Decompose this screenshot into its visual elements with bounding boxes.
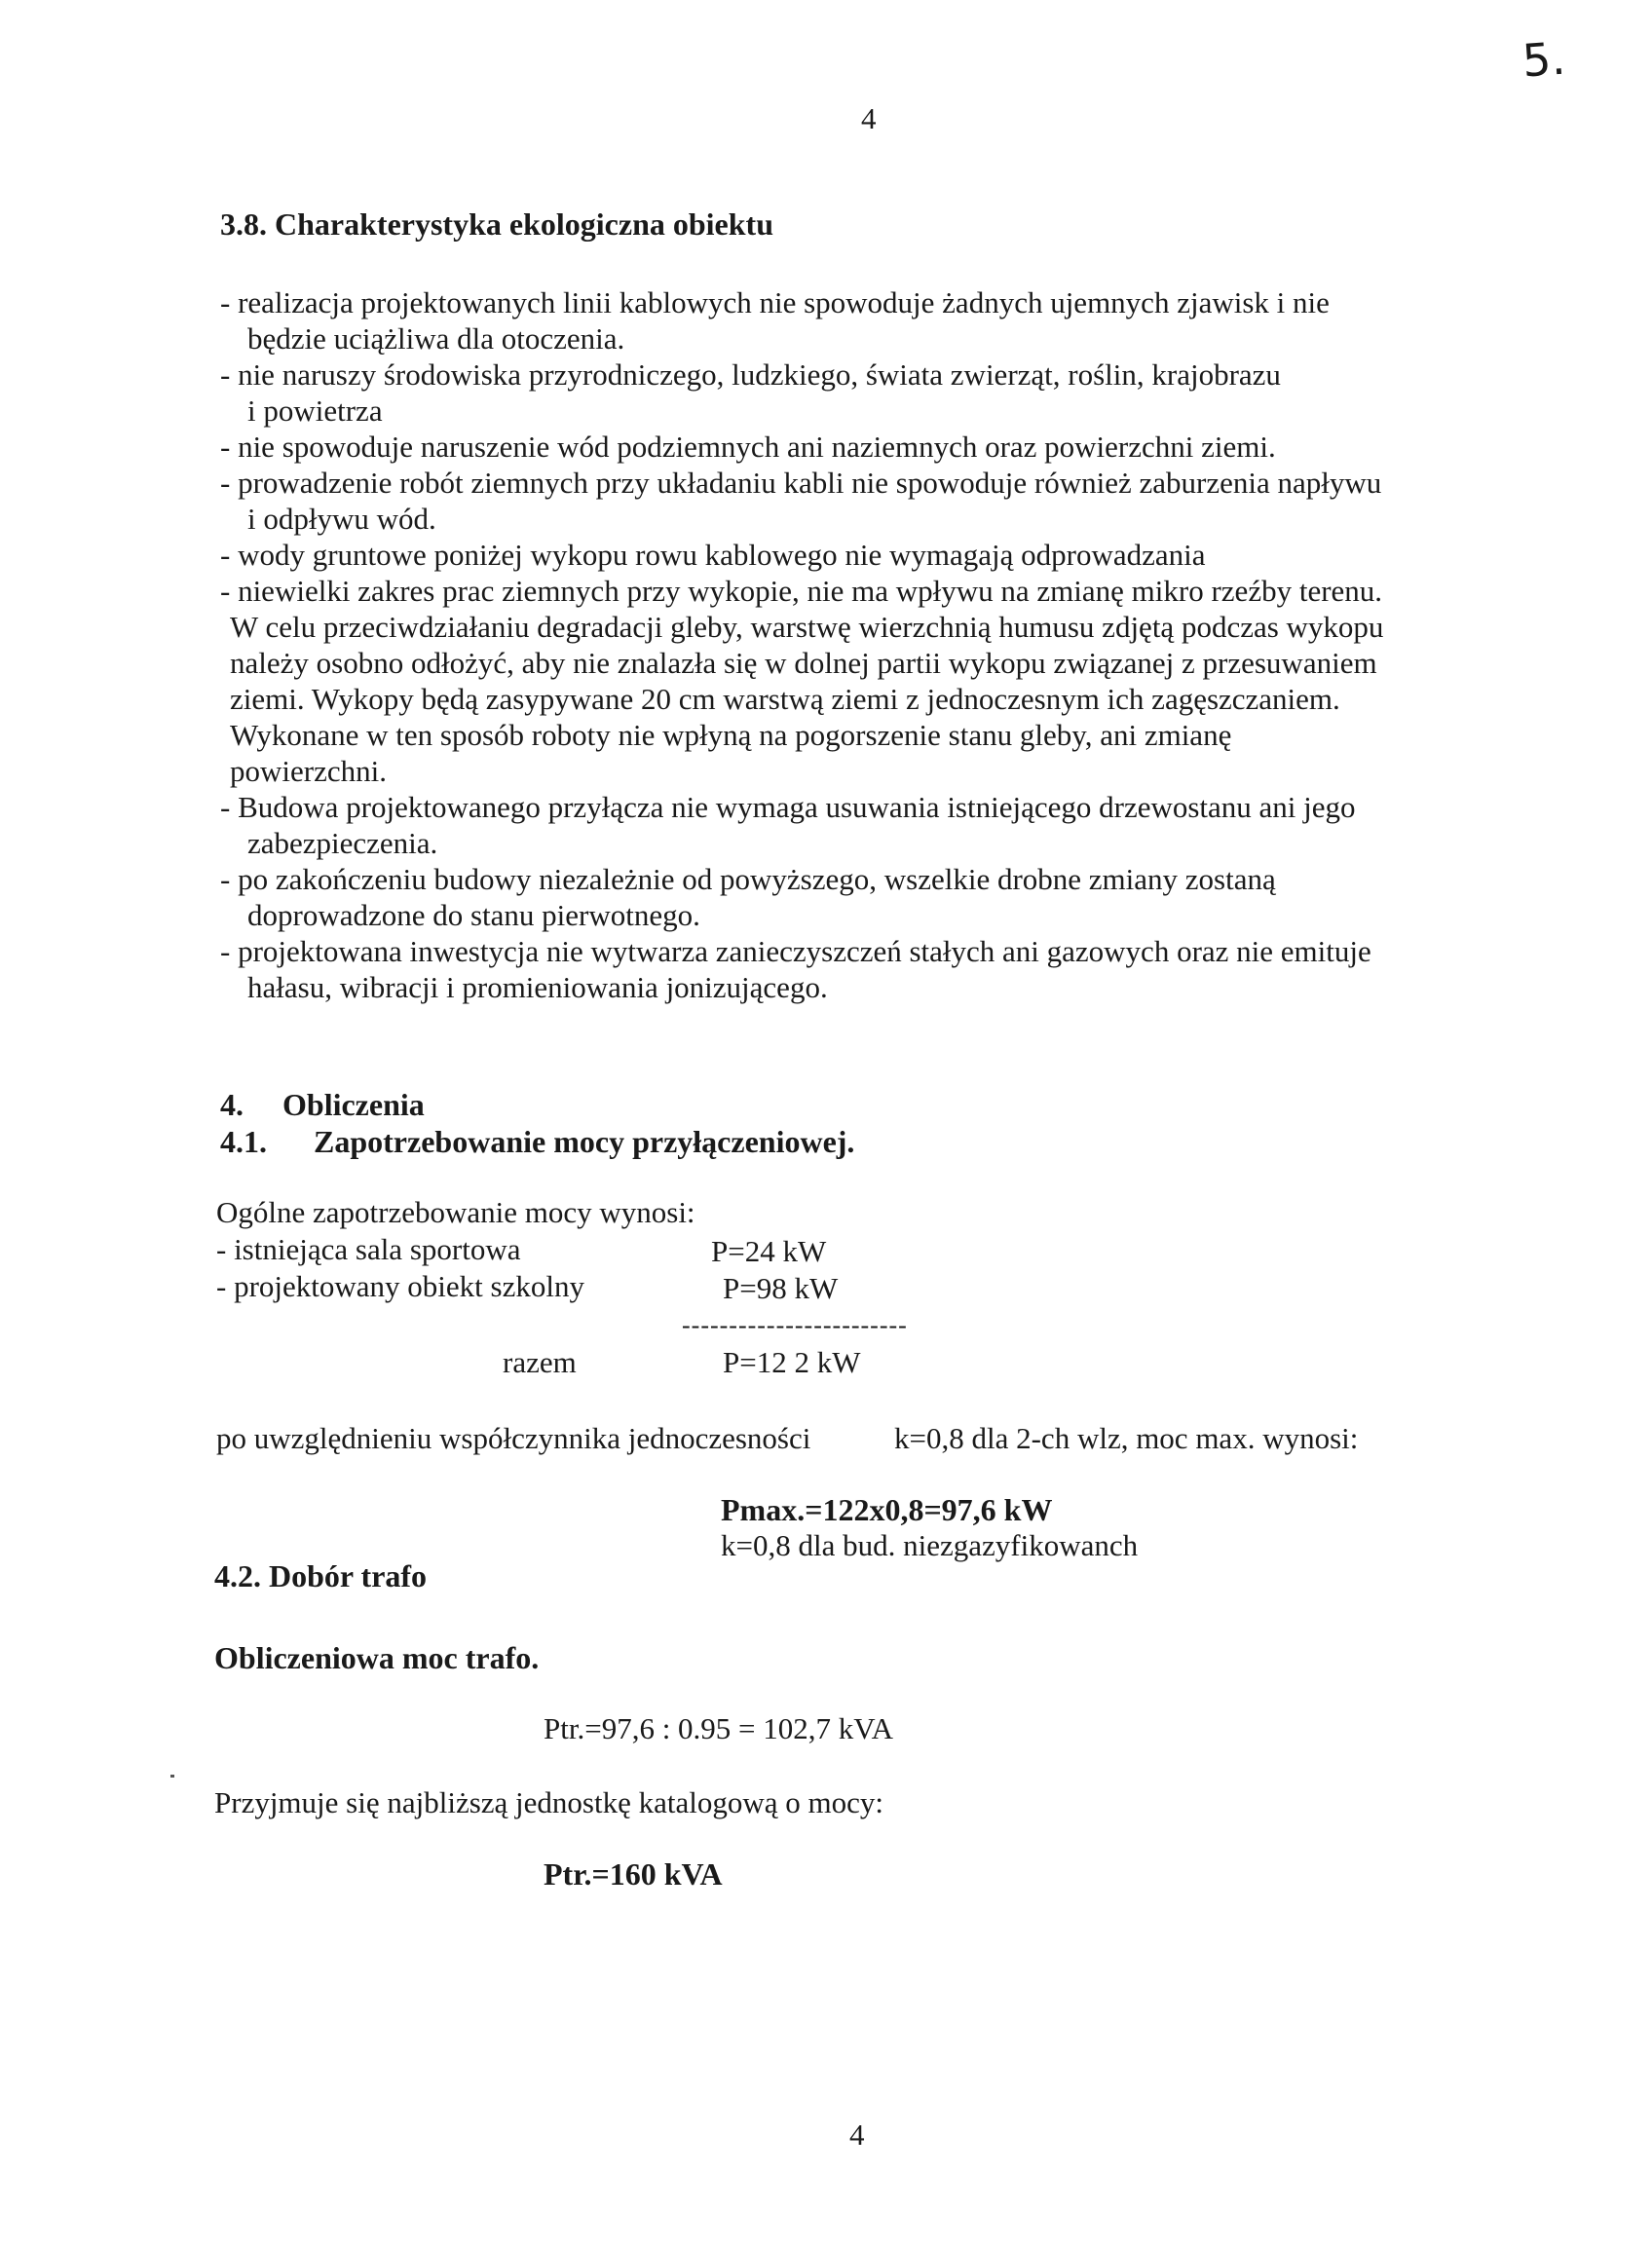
- bullet-item: [220, 284, 1496, 356]
- bullet-line: będzie uciążliwa dla otoczenia.: [247, 321, 625, 356]
- bullet-line: i odpływu wód.: [247, 502, 436, 536]
- demand-row-value: P=24 kW: [711, 1234, 827, 1268]
- section-4-2-subheading: Obliczeniowa moc trafo.: [214, 1640, 540, 1675]
- bullet-item: [220, 861, 1496, 933]
- bullet-item: [220, 429, 1496, 465]
- bullet-line: - prowadzenie robót ziemnych przy układaniu kabli nie spowoduje również zaburzenia napływu: [220, 466, 1382, 500]
- demand-row-label: - projektowany obiekt szkolny: [216, 1269, 584, 1303]
- bullet-line: W celu przeciwdziałaniu degradacji gleby, warstwę wierzchnią humusu zdjętą podczas wykopu: [230, 610, 1384, 644]
- section-4-number: 4.: [220, 1087, 244, 1122]
- bullet-line: Wykonane w ten sposób roboty nie wpłyną na pogorszenie stanu gleby, ani zmianę: [230, 718, 1232, 752]
- total-value: P=12 2 kW: [723, 1345, 861, 1379]
- footer-page-number: 4: [849, 2117, 865, 2152]
- catalog-unit-text: Przyjmuje się najbliższą jednostkę katalogową o mocy:: [214, 1785, 883, 1819]
- bullet-line: - nie spowoduje naruszenie wód podziemnych ani naziemnych oraz powierzchni ziemi.: [220, 430, 1276, 464]
- section-4-1-title: Zapotrzebowanie mocy przyłączeniowej.: [314, 1124, 855, 1159]
- section-4-1-number: 4.1.: [220, 1124, 267, 1159]
- bullet-line: ziemi. Wykopy będą zasypywane 20 cm warstwą ziemi z jednoczesnym ich zagęszczaniem.: [230, 682, 1340, 716]
- bullet-line: powierzchni.: [230, 754, 387, 788]
- bullet-line: - wody gruntowe poniżej wykopu rowu kablowego nie wymagają odprowadzania: [220, 538, 1206, 572]
- bullet-item: [220, 933, 1496, 1005]
- power-demand-intro: Ogólne zapotrzebowanie mocy wynosi:: [216, 1195, 695, 1229]
- bullet-item: [220, 573, 1496, 789]
- bullet-item: [220, 537, 1496, 573]
- scan-speck: [170, 1775, 174, 1778]
- section-3-8-heading: 3.8. Charakterystyka ekologiczna obiektu: [220, 206, 773, 242]
- bullet-line: należy osobno odłożyć, aby nie znalazła się w dolnej partii wykopu związanej z przesuwaniem: [230, 646, 1377, 680]
- bullet-line: - projektowana inwestycja nie wytwarza zanieczyszczeń stałych ani gazowych oraz nie emituje: [220, 934, 1371, 968]
- bullet-item: [220, 356, 1496, 429]
- bullet-line: - nie naruszy środowiska przyrodniczego, ludzkiego, świata zwierząt, roślin, krajobrazu: [220, 357, 1281, 392]
- bullet-line: - po zakończeniu budowy niezależnie od powyższego, wszelkie drobne zmiany zostaną: [220, 862, 1276, 896]
- handwritten-page-mark: 5.: [1521, 31, 1567, 88]
- transformer-formula: Ptr.=97,6 : 0.95 = 102,7 kVA: [544, 1711, 894, 1745]
- bullet-line: zabezpieczenia.: [247, 826, 438, 860]
- demand-row-label: - istniejąca sala sportowa: [216, 1232, 521, 1266]
- section-4-2-heading: 4.2. Dobór trafo: [214, 1558, 428, 1593]
- sum-separator: ------------------------: [682, 1311, 908, 1339]
- header-page-number: 4: [861, 101, 877, 135]
- bullet-line: - niewielki zakres prac ziemnych przy wykopie, nie ma wpływu na zmianę mikro rzeźby terenu.: [220, 574, 1383, 608]
- pmax-formula: Pmax.=122x0,8=97,6 kW: [721, 1492, 1053, 1527]
- bullet-item: [220, 465, 1496, 537]
- demand-row-value: P=98 kW: [723, 1271, 839, 1305]
- coefficient-text: po uwzględnieniu współczynnika jednoczesności: [216, 1421, 811, 1455]
- bullet-line: - Budowa projektowanego przyłącza nie wymaga usuwania istniejącego drzewostanu ani jego: [220, 790, 1356, 824]
- bullet-item: [220, 789, 1496, 861]
- pmax-note: k=0,8 dla bud. niezgazyfikowanch: [721, 1528, 1139, 1562]
- section-4-title: Obliczenia: [282, 1087, 425, 1122]
- bullet-line: i powietrza: [247, 393, 383, 428]
- bullet-line: - realizacja projektowanych linii kablowych nie spowoduje żadnych ujemnych zjawisk i nie: [220, 285, 1330, 319]
- ecology-bullet-list: [220, 284, 1496, 1005]
- coefficient-value: k=0,8 dla 2-ch wlz, moc max. wynosi:: [894, 1421, 1359, 1455]
- total-label: razem: [503, 1345, 577, 1379]
- bullet-line: hałasu, wibracji i promieniowania jonizującego.: [247, 970, 828, 1004]
- transformer-result: Ptr.=160 kVA: [544, 1856, 723, 1892]
- bullet-line: doprowadzone do stanu pierwotnego.: [247, 898, 700, 932]
